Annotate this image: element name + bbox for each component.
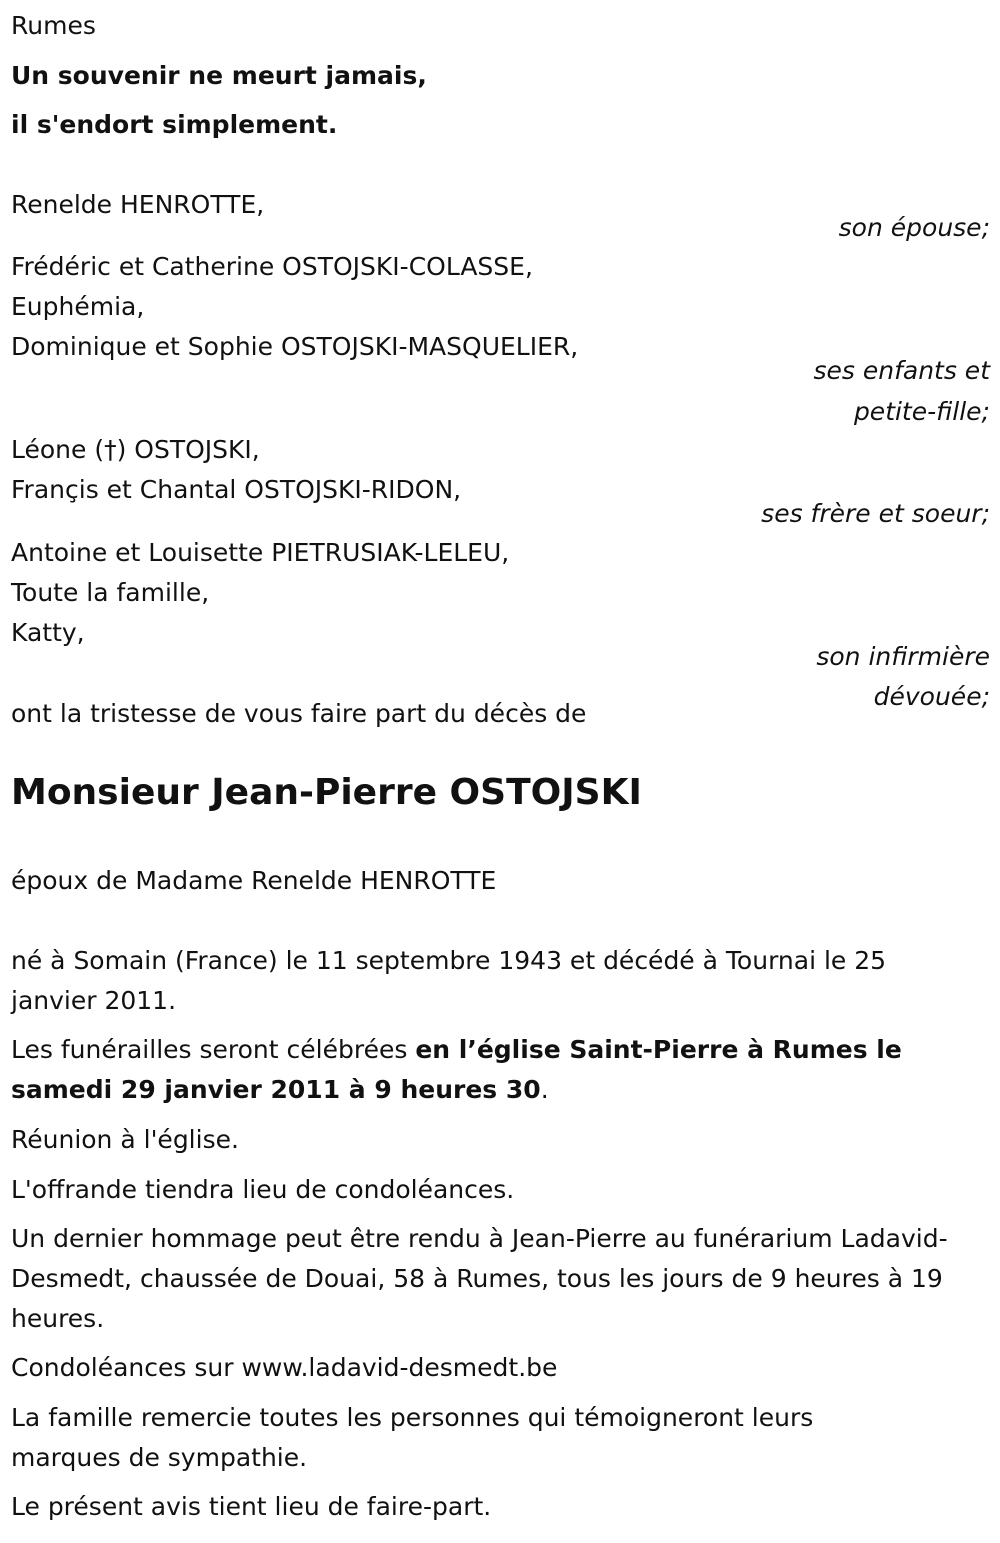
spouse-of-text: époux de Madame Renelde HENROTTE xyxy=(11,866,497,895)
family-member: Euphémia, xyxy=(11,292,145,321)
quote-line-1: Un souvenir ne meurt jamais, xyxy=(11,61,427,90)
family-member: Léone (†) OSTOJSKI, xyxy=(11,435,260,464)
deceased-name: Monsieur Jean-Pierre OSTOJSKI xyxy=(11,772,642,813)
family-member: Dominique et Sophie OSTOJSKI-MASQUELIER, xyxy=(11,332,579,361)
family-member: Antoine et Louisette PIETRUSIAK-LELEU, xyxy=(11,538,510,567)
spouse-role: son épouse; xyxy=(838,213,990,242)
funeral-details: en l’église Saint-Pierre à Rumes le samedi 29 janvier 2011 à 9 heures 30 xyxy=(11,1035,902,1104)
notice-text: Le présent avis tient lieu de faire-part. xyxy=(11,1492,492,1521)
family-member: Françis et Chantal OSTOJSKI-RIDON, xyxy=(11,475,462,504)
funeral-paragraph xyxy=(11,1030,971,1110)
family-member: Toute la famille, xyxy=(11,578,210,607)
family-member: Frédéric et Catherine OSTOJSKI-COLASSE, xyxy=(11,252,533,281)
announcement-text: ont la tristesse de vous faire part du décès de xyxy=(11,699,587,728)
meeting-text: Réunion à l'église. xyxy=(11,1125,239,1154)
thanks-text: La famille remercie toutes les personnes qui témoigneront leurs marques de sympathie. xyxy=(11,1403,814,1472)
homage-text: Un dernier hommage peut être rendu à Jean-Pierre au funérarium Ladavid-Desmedt, chaussée de Douai, 58 à Rumes, tous les jours de 9 heures à 19 heures. xyxy=(11,1224,948,1333)
place-heading: Rumes xyxy=(11,11,96,40)
nurse-role-line-1: son infirmière xyxy=(816,642,990,671)
spouse-name: Renelde HENROTTE, xyxy=(11,190,265,219)
funeral-end: . xyxy=(540,1075,549,1104)
nurse-role-line-2: dévouée; xyxy=(873,682,990,711)
funeral-intro: Les funérailles seront célébrées xyxy=(11,1035,416,1064)
condolences-text: Condoléances sur www.ladavid-desmedt.be xyxy=(11,1353,558,1382)
quote-line-2: il s'endort simplement. xyxy=(11,110,338,139)
siblings-role: ses frère et soeur; xyxy=(761,499,990,528)
children-role-line-2: petite-fille; xyxy=(853,397,990,426)
family-member: Katty, xyxy=(11,618,85,647)
birth-death-text: né à Somain (France) le 11 septembre 1943 et décédé à Tournai le 25 janvier 2011. xyxy=(11,946,887,1015)
children-role-line-1: ses enfants et xyxy=(813,356,990,385)
offering-text: L'offrande tiendra lieu de condoléances. xyxy=(11,1175,515,1204)
